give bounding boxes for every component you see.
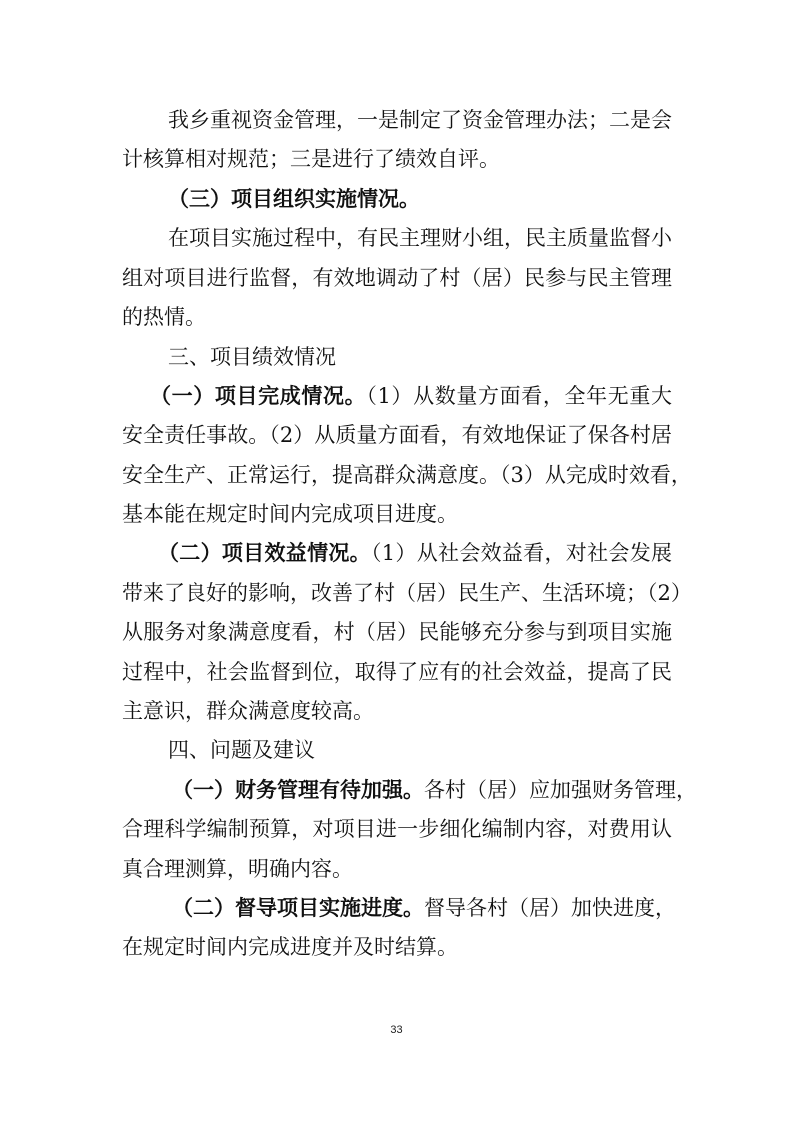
paragraph-finance-line-3: 真合理测算，明确内容。 <box>122 857 353 881</box>
paragraph-supervision-line-1 <box>172 896 676 922</box>
paragraph-completion-line-2: 安全责任事故。（2）从质量方面看，有效地保证了保各村居 <box>122 423 672 447</box>
heading-implementation-text: （三）项目组织实施情况。 <box>168 187 420 211</box>
paragraph-completion-line-1 <box>150 384 672 410</box>
paragraph-funds-line-2: 计核算相对规范；三是进行了绩效自评。 <box>122 147 500 171</box>
paragraph-implementation-line-2: 组对项目进行监督，有效地调动了村（居）民参与民主管理 <box>122 266 672 290</box>
paragraph-funds-line-1: 我乡重视资金管理，一是制定了资金管理办法；二是会 <box>168 108 672 132</box>
paragraph-benefit-line-2: 带来了良好的影响，改善了村（居）民生产、生活环境；（2） <box>122 581 692 605</box>
paragraph-completion-line-1-text: （1）从数量方面看，全年无重大 <box>366 384 672 408</box>
paragraph-implementation-line-1: 在项目实施过程中，有民主理财小组，民主质量监督小 <box>168 226 672 250</box>
paragraph-finance-line-2: 合理科学编制预算，对项目进一步细化编制内容，对费用认 <box>122 817 672 841</box>
section-heading-issues: 四、问题及建议 <box>168 738 315 762</box>
paragraph-completion-line-3: 安全生产、正常运行，提高群众满意度。（3）从完成时效看， <box>122 463 692 487</box>
paragraph-supervision-line-1-text: 督导各村（居）加快进度， <box>424 896 676 920</box>
paragraph-benefit-line-3: 从服务对象满意度看，村（居）民能够充分参与到项目实施 <box>122 620 672 644</box>
paragraph-finance-line-1 <box>172 778 697 804</box>
heading-supervision: （二）督导项目实施进度。 <box>172 896 424 920</box>
heading-implementation <box>168 187 672 213</box>
paragraph-supervision-line-2: 在规定时间内完成进度并及时结算。 <box>122 935 458 959</box>
paragraph-benefit-line-4: 过程中，社会监督到位，取得了应有的社会效益，提高了民 <box>122 660 672 684</box>
heading-completion: （一）项目完成情况。 <box>150 384 367 408</box>
paragraph-benefit-line-1-text: （1）从社会效益看，对社会发展 <box>370 541 672 565</box>
heading-finance: （一）财务管理有待加强。 <box>172 778 424 802</box>
paragraph-completion-line-4: 基本能在规定时间内完成项目进度。 <box>122 502 458 526</box>
paragraph-finance-line-1-text: 各村（居）应加强财务管理， <box>424 778 697 802</box>
section-heading-performance: 三、项目绩效情况 <box>168 345 336 369</box>
heading-benefit: （二）项目效益情况。 <box>158 541 371 565</box>
paragraph-benefit-line-1 <box>158 541 672 567</box>
page-number: 33 <box>390 1024 403 1036</box>
paragraph-benefit-line-5: 主意识，群众满意度较高。 <box>122 699 374 723</box>
paragraph-implementation-line-3: 的热情。 <box>122 305 206 329</box>
